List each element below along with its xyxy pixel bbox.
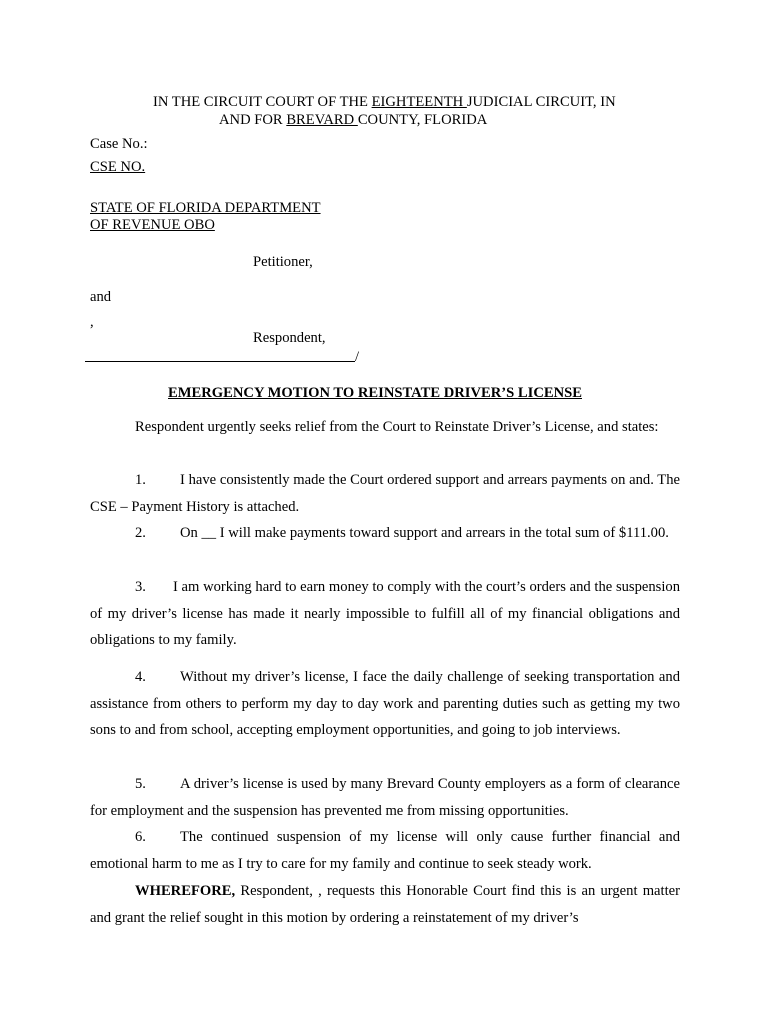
item-text: The continued suspension of my license will only cause further financial and emotional harm to me as I try to care for my family and continue to seek steady work. <box>90 829 680 872</box>
item-5 <box>90 771 680 824</box>
cse-no-text: CSE NO. <box>90 159 146 175</box>
court-caption-line1 <box>153 93 616 111</box>
wherefore-paragraph <box>90 878 680 931</box>
signature-rule <box>85 361 355 362</box>
item-text: I am working hard to earn money to comply with the court’s orders and the suspension of my driver’s license has made it nearly impossible to fulfill all of my financial obligations and obligations to my family. <box>90 579 680 649</box>
wherefore-text: Respondent, , requests this Honorable Court find this is an urgent matter and grant the relief sought in this motion by ordering a reinstatement of my driver’s <box>90 883 680 926</box>
county-name: BREVARD <box>286 112 358 128</box>
petitioner-name-text: OF REVENUE OBO <box>90 217 215 233</box>
petitioner-name-text: STATE OF FLORIDA DEPARTMENT <box>90 200 321 216</box>
court-caption-line2 <box>219 111 487 129</box>
item-6 <box>90 824 680 877</box>
item-4 <box>90 664 680 744</box>
item-number: 4. <box>135 669 146 685</box>
item-number: 1. <box>135 472 146 488</box>
and-label: and <box>90 289 112 305</box>
item-text: On __ I will make payments toward support and arrears in the total sum of $111.00. <box>180 525 669 541</box>
caption-text: IN THE CIRCUIT COURT OF THE <box>153 94 372 110</box>
circuit-name: EIGHTEENTH <box>371 94 467 110</box>
item-text: A driver’s license is used by many Brevard County employers as a form of clearance for employment and the suspension has prevented me from missing opportunities. <box>90 776 680 819</box>
petitioner-name-line2 <box>90 216 215 234</box>
item-3 <box>90 574 680 654</box>
motion-title <box>168 384 582 402</box>
case-no-label: Case No.: <box>90 136 148 152</box>
title-license: LICENSE <box>517 385 582 401</box>
item-number: 2. <box>135 525 146 541</box>
cse-no-label <box>90 158 145 176</box>
caption-text: JUDICIAL CIRCUIT, IN <box>466 94 616 110</box>
caption-text: AND FOR <box>219 112 287 128</box>
item-text: Without my driver’s license, I face the daily challenge of seeking transportation and assistance from others to perform my day to day work and parenting duties such as getting my two sons to and from school, accepting employment opportunities, and going to job interviews. <box>90 669 680 739</box>
item-2 <box>90 520 680 547</box>
title-text: EMERGENCY MOTION TO REINSTATE DRIVER’S <box>168 385 518 401</box>
item-number: 3. <box>135 579 146 595</box>
respondent-name: , <box>90 314 94 330</box>
item-number: 5. <box>135 776 146 792</box>
item-text: I have consistently made the Court ordered support and arrears payments on and. The CSE – Payment History is attached. <box>90 472 680 515</box>
wherefore-label: WHEREFORE, <box>135 883 236 899</box>
respondent-label: Respondent, <box>253 330 326 346</box>
intro-paragraph <box>90 414 680 441</box>
intro-text: Respondent urgently seeks relief from the Court to Reinstate Driver’s License, and states: <box>135 419 659 435</box>
rule-slash: / <box>355 349 360 365</box>
item-1 <box>90 467 680 520</box>
item-number: 6. <box>135 829 146 845</box>
caption-text: COUNTY, FLORIDA <box>357 112 488 128</box>
petitioner-label: Petitioner, <box>253 254 313 270</box>
petitioner-name-line1 <box>90 199 321 217</box>
